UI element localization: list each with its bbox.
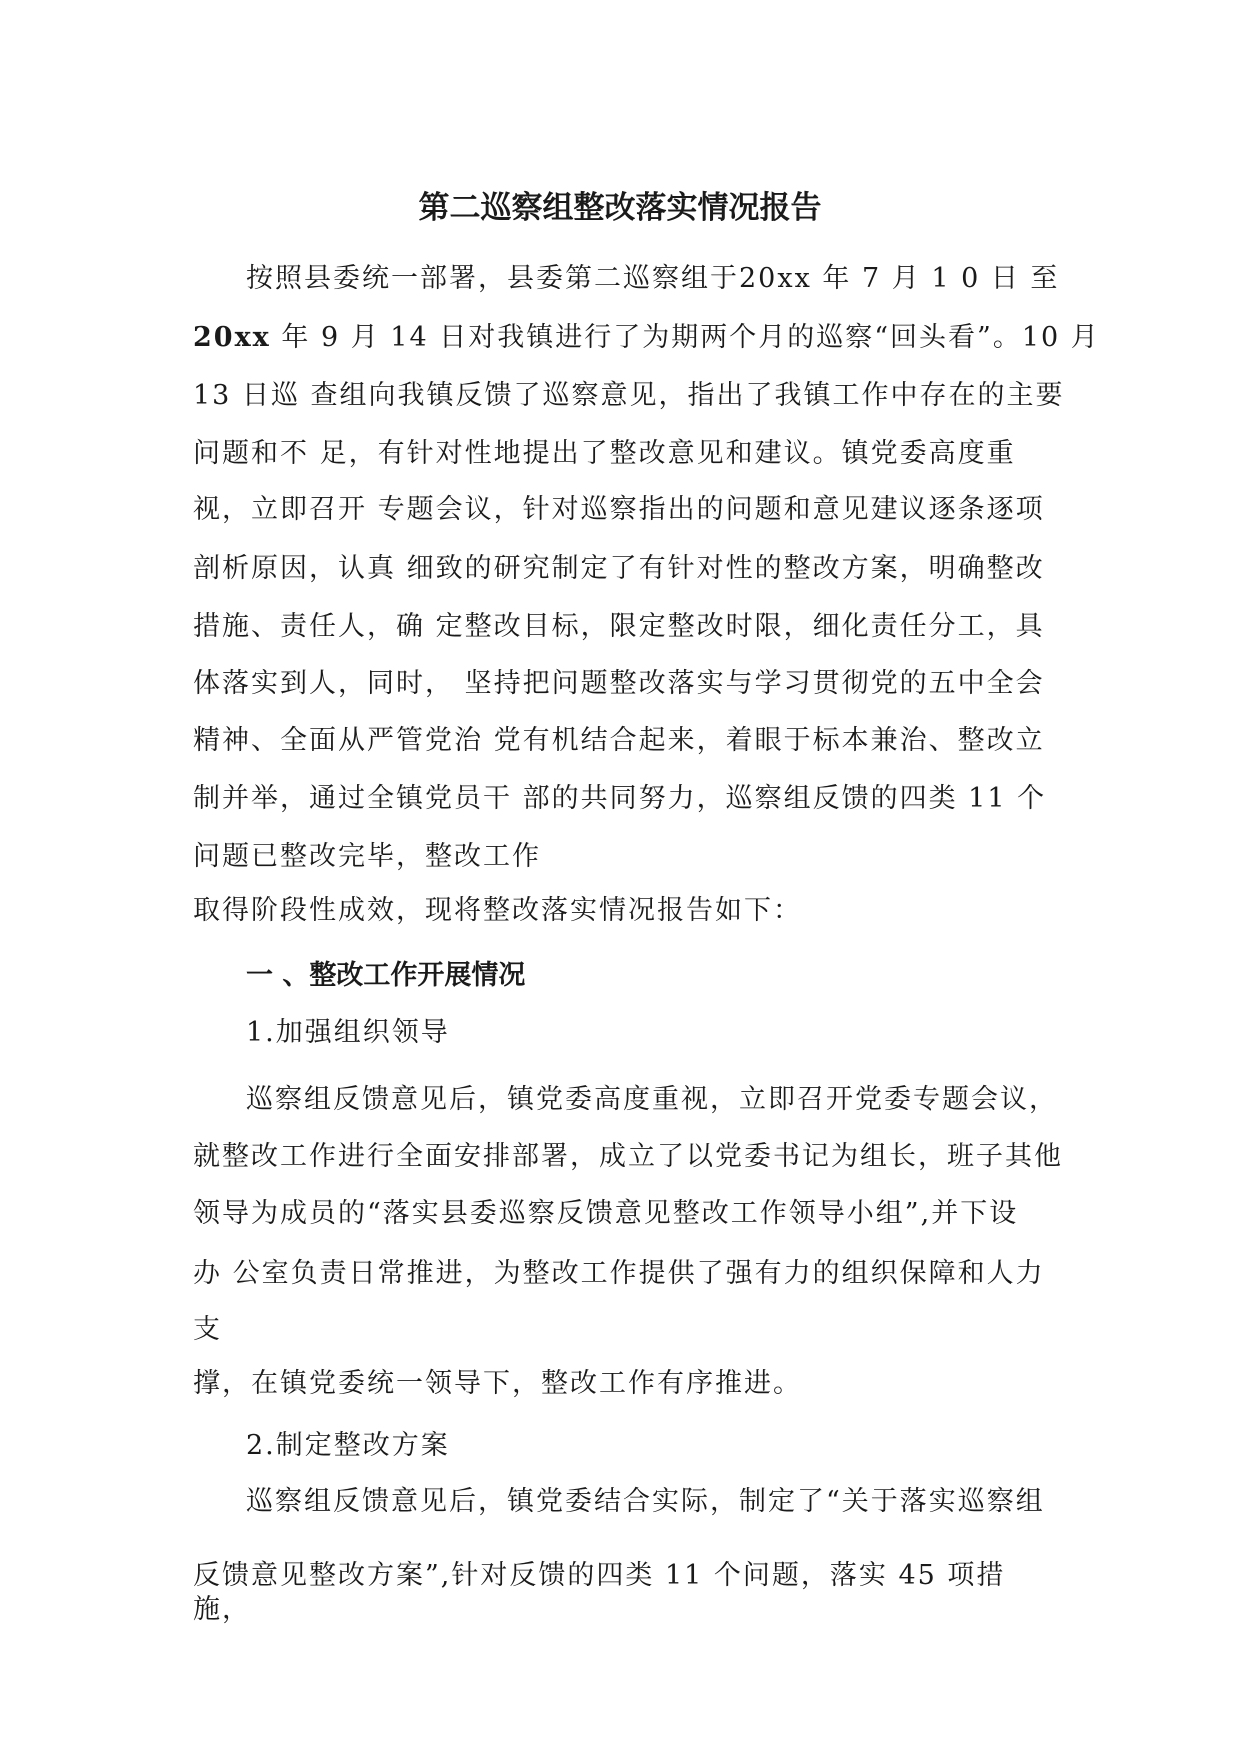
intro-line-2-text: 年 9 月 14 日对我镇进行了为期两个月的巡察“回头看”。10 月 xyxy=(281,322,1100,353)
intro-year: 20xx xyxy=(193,322,271,353)
intro-line-6: 剖析原因，认真 细致的研究制定了有针对性的整改方案，明确整改 xyxy=(193,553,1045,584)
intro-line-2 xyxy=(193,318,1100,358)
intro-line-10: 制并举，通过全镇党员干 部的共同努力，巡察组反馈的四类 11 个 xyxy=(193,783,1047,814)
subsection-1-line-4: 办 公室负责日常推进，为整改工作提供了强有力的组织保障和人力 xyxy=(193,1258,1045,1289)
intro-line-11: 问题已整改完毕，整改工作 xyxy=(193,841,541,872)
subsection-2-line-1: 巡察组反馈意见后，镇党委结合实际，制定了“关于落实巡察组 xyxy=(246,1486,1045,1517)
intro-line-9: 精神、全面从严管党治 党有机结合起来，着眼于标本兼治、整改立 xyxy=(193,725,1045,756)
subsection-1-heading: 1.加强组织领导 xyxy=(246,1017,450,1048)
section-1-heading: 一 、整改工作开展情况 xyxy=(246,960,526,991)
intro-line-12: 取得阶段性成效，现将整改落实情况报告如下： xyxy=(193,895,802,926)
subsection-1-line-6: 撑，在镇党委统一领导下，整改工作有序推进。 xyxy=(193,1368,802,1399)
intro-line-1: 按照县委统一部署，县委第二巡察组于20xx 年 7 月 1 0 日 至 xyxy=(246,263,1060,294)
document-title: 第二巡察组整改落实情况报告 xyxy=(418,190,822,226)
intro-line-7: 措施、责任人，确 定整改目标，限定整改时限，细化责任分工，具 xyxy=(193,611,1045,642)
subsection-1-line-3: 领导为成员的“落实县委巡察反馈意见整改工作领导小组”,并下设 xyxy=(193,1198,1019,1229)
subsection-1-line-5: 支 xyxy=(193,1314,222,1345)
intro-line-8: 体落实到人，同时， 坚持把问题整改落实与学习贯彻党的五中全会 xyxy=(193,668,1045,699)
subsection-1-line-1: 巡察组反馈意见后，镇党委高度重视，立即召开党委专题会议， xyxy=(246,1084,1058,1115)
intro-line-5: 视，立即召开 专题会议，针对巡察指出的问题和意见建议逐条逐项 xyxy=(193,494,1045,525)
subsection-2-heading: 2.制定整改方案 xyxy=(246,1430,450,1461)
intro-line-3: 13 日巡 查组向我镇反馈了巡察意见，指出了我镇工作中存在的主要 xyxy=(193,380,1065,411)
intro-line-4: 问题和不 足，有针对性地提出了整改意见和建议。镇党委高度重 xyxy=(193,438,1016,469)
subsection-1-line-2: 就整改工作进行全面安排部署，成立了以党委书记为组长，班子其他 xyxy=(193,1141,1063,1172)
subsection-2-line-2: 反馈意见整改方案”,针对反馈的四类 11 个问题，落实 45 项措 xyxy=(193,1560,1006,1591)
subsection-2-line-3: 施， xyxy=(193,1594,251,1625)
